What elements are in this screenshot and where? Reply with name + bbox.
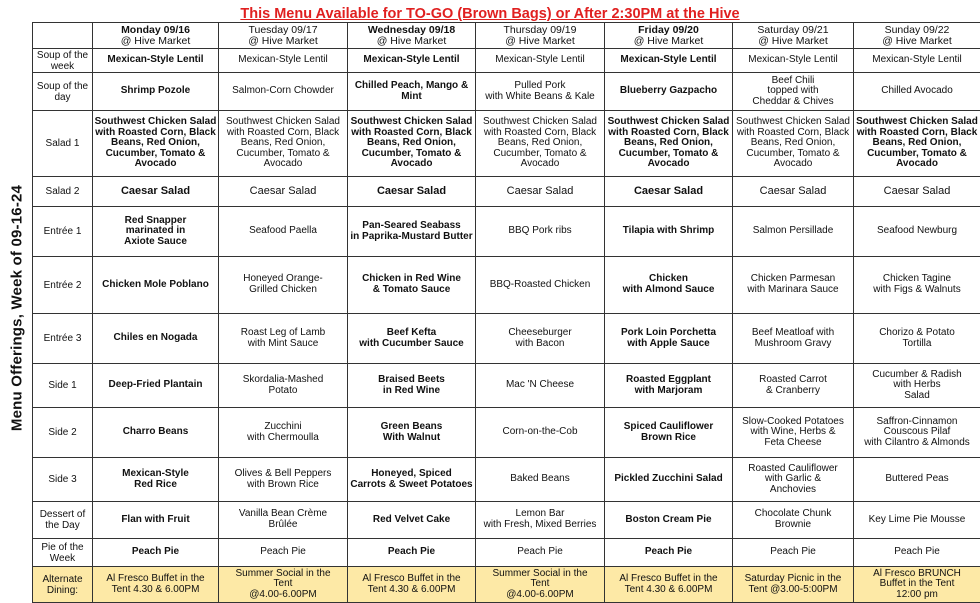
row-label: Side 1 (33, 364, 93, 408)
menu-item-cell: Honeyed, Spiced Carrots & Sweet Potatoes (348, 458, 476, 502)
menu-item-cell: Seafood Newburg (854, 207, 980, 257)
menu-item-cell: Peach Pie (93, 539, 219, 567)
menu-availability-banner: This Menu Available for TO-GO (Brown Bags) or After 2:30PM at the Hive (0, 0, 980, 24)
menu-item-cell: Mexican-Style Lentil (476, 49, 605, 73)
corner-cell (33, 23, 93, 49)
menu-item-cell: Salmon Persillade (733, 207, 854, 257)
menu-item-cell: Skordalia-Mashed Potato (219, 364, 348, 408)
alternate-dining-cell: Summer Social in the Tent @4.00-6.00PM (476, 567, 605, 603)
menu-item-cell: Key Lime Pie Mousse (854, 502, 980, 539)
week-title-vertical (0, 20, 34, 595)
day-location: @ Hive Market (505, 35, 575, 47)
menu-item-cell: Beef Kefta with Cucumber Sauce (348, 314, 476, 364)
day-location: @ Hive Market (121, 35, 191, 47)
menu-item-cell: Flan with Fruit (93, 502, 219, 539)
menu-item-cell: Mexican-Style Lentil (854, 49, 980, 73)
day-name: Friday 09/20 (638, 24, 699, 36)
menu-item-cell: Pork Loin Porchetta with Apple Sauce (605, 314, 733, 364)
menu-item-cell: Caesar Salad (605, 177, 733, 207)
alternate-dining-cell: Al Fresco BRUNCH Buffet in the Tent 12:00 pm (854, 567, 980, 603)
menu-row (33, 177, 980, 207)
row-label: Entrée 2 (33, 257, 93, 314)
day-name: Saturday 09/21 (757, 24, 828, 36)
menu-item-cell: Roasted Eggplant with Marjoram (605, 364, 733, 408)
menu-item-cell: Roasted Cauliflower with Garlic & Anchovies (733, 458, 854, 502)
row-label: Soup of the day (33, 73, 93, 111)
menu-item-cell: Beef Chili topped with Cheddar & Chives (733, 73, 854, 111)
menu-item-cell: Southwest Chicken Salad with Roasted Corn, Black Beans, Red Onion, Cucumber, Tomato & Avocado (219, 111, 348, 177)
menu-item-cell: Shrimp Pozole (93, 73, 219, 111)
menu-item-cell: Mac 'N Cheese (476, 364, 605, 408)
row-label: Salad 2 (33, 177, 93, 207)
row-label: Side 3 (33, 458, 93, 502)
menu-item-cell: Southwest Chicken Salad with Roasted Corn, Black Beans, Red Onion, Cucumber, Tomato & Avocado (93, 111, 219, 177)
menu-item-cell: Peach Pie (476, 539, 605, 567)
menu-item-cell: Caesar Salad (348, 177, 476, 207)
menu-item-cell: Buttered Peas (854, 458, 980, 502)
day-header (93, 23, 219, 49)
menu-item-cell: Roast Leg of Lamb with Mint Sauce (219, 314, 348, 364)
menu-item-cell: Pickled Zucchini Salad (605, 458, 733, 502)
menu-item-cell: Spiced Cauliflower Brown Rice (605, 408, 733, 458)
menu-item-cell: Caesar Salad (854, 177, 980, 207)
menu-item-cell: Red Velvet Cake (348, 502, 476, 539)
day-location: @ Hive Market (882, 35, 952, 47)
menu-item-cell: BBQ-Roasted Chicken (476, 257, 605, 314)
menu-item-cell: Southwest Chicken Salad with Roasted Corn, Black Beans, Red Onion, Cucumber, Tomato & Avocado (348, 111, 476, 177)
menu-item-cell: Pan-Seared Seabass in Paprika-Mustard Butter (348, 207, 476, 257)
menu-item-cell: Peach Pie (605, 539, 733, 567)
menu-item-cell: Mexican-Style Lentil (93, 49, 219, 73)
menu-item-cell: Mexican-Style Lentil (605, 49, 733, 73)
alternate-dining-cell: Al Fresco Buffet in the Tent 4.30 & 6.00PM (348, 567, 476, 603)
menu-item-cell: Mexican-Style Lentil (219, 49, 348, 73)
row-label: Salad 1 (33, 111, 93, 177)
menu-item-cell: Mexican-Style Lentil (348, 49, 476, 73)
menu-item-cell: Cheeseburger with Bacon (476, 314, 605, 364)
menu-item-cell: Deep-Fried Plantain (93, 364, 219, 408)
menu-row (33, 539, 980, 567)
menu-row (33, 314, 980, 364)
menu-row (33, 49, 980, 73)
menu-item-cell: Corn-on-the-Cob (476, 408, 605, 458)
menu-item-cell: Vanilla Bean Crème Brûlée (219, 502, 348, 539)
menu-item-cell: Peach Pie (219, 539, 348, 567)
menu-item-cell: Caesar Salad (219, 177, 348, 207)
menu-row (33, 111, 980, 177)
day-location: @ Hive Market (377, 35, 447, 47)
row-label: Dessert of the Day (33, 502, 93, 539)
menu-item-cell: Olives & Bell Peppers with Brown Rice (219, 458, 348, 502)
menu-item-cell: Chocolate Chunk Brownie (733, 502, 854, 539)
menu-item-cell: Caesar Salad (93, 177, 219, 207)
menu-item-cell: Caesar Salad (476, 177, 605, 207)
menu-item-cell: Blueberry Gazpacho (605, 73, 733, 111)
menu-item-cell: Roasted Carrot & Cranberry (733, 364, 854, 408)
menu-item-cell: Beef Meatloaf with Mushroom Gravy (733, 314, 854, 364)
menu-item-cell: Charro Beans (93, 408, 219, 458)
week-title-text: Menu Offerings, Week of 09-16-24 (9, 184, 26, 430)
menu-row (33, 502, 980, 539)
day-name: Monday 09/16 (121, 24, 190, 36)
row-label: Side 2 (33, 408, 93, 458)
day-name: Thursday 09/19 (504, 24, 577, 36)
menu-row (33, 458, 980, 502)
menu-item-cell: Saffron-Cinnamon Couscous Pilaf with Cilantro & Almonds (854, 408, 980, 458)
day-header (219, 23, 348, 49)
menu-item-cell: Mexican-Style Red Rice (93, 458, 219, 502)
menu-item-cell: Slow-Cooked Potatoes with Wine, Herbs & Feta Cheese (733, 408, 854, 458)
row-label: Entrée 3 (33, 314, 93, 364)
alternate-dining-cell: Al Fresco Buffet in the Tent 4.30 & 6.00PM (93, 567, 219, 603)
day-name: Wednesday 09/18 (368, 24, 455, 36)
menu-item-cell: Chicken in Red Wine & Tomato Sauce (348, 257, 476, 314)
alternate-dining-cell: Saturday Picnic in the Tent @3.00-5:00PM (733, 567, 854, 603)
menu-item-cell: Peach Pie (348, 539, 476, 567)
day-location: @ Hive Market (758, 35, 828, 47)
menu-item-cell: Pulled Pork with White Beans & Kale (476, 73, 605, 111)
menu-item-cell: BBQ Pork ribs (476, 207, 605, 257)
menu-row (33, 257, 980, 314)
day-header (476, 23, 605, 49)
day-header (733, 23, 854, 49)
alternate-dining-row (33, 567, 980, 603)
menu-item-cell: Chicken Mole Poblano (93, 257, 219, 314)
menu-item-cell: Chiles en Nogada (93, 314, 219, 364)
day-location: @ Hive Market (248, 35, 318, 47)
menu-item-cell: Mexican-Style Lentil (733, 49, 854, 73)
day-header (605, 23, 733, 49)
menu-item-cell: Boston Cream Pie (605, 502, 733, 539)
menu-item-cell: Tilapia with Shrimp (605, 207, 733, 257)
menu-item-cell: Chicken Parmesan with Marinara Sauce (733, 257, 854, 314)
menu-item-cell: Peach Pie (733, 539, 854, 567)
menu-item-cell: Green Beans With Walnut (348, 408, 476, 458)
menu-item-cell: Chilled Peach, Mango & Mint (348, 73, 476, 111)
row-label: Soup of the week (33, 49, 93, 73)
menu-item-cell: Chicken with Almond Sauce (605, 257, 733, 314)
menu-item-cell: Southwest Chicken Salad with Roasted Corn, Black Beans, Red Onion, Cucumber, Tomato & Avocado (605, 111, 733, 177)
menu-item-cell: Chorizo & Potato Tortilla (854, 314, 980, 364)
row-label: Entrée 1 (33, 207, 93, 257)
menu-item-cell: Caesar Salad (733, 177, 854, 207)
menu-item-cell: Chicken Tagine with Figs & Walnuts (854, 257, 980, 314)
menu-item-cell: Peach Pie (854, 539, 980, 567)
alternate-dining-label: Alternate Dining: (33, 567, 93, 603)
menu-row (33, 364, 980, 408)
day-name: Tuesday 09/17 (248, 24, 317, 36)
menu-item-cell: Honeyed Orange- Grilled Chicken (219, 257, 348, 314)
menu-item-cell: Seafood Paella (219, 207, 348, 257)
day-header (348, 23, 476, 49)
alternate-dining-cell: Al Fresco Buffet in the Tent 4.30 & 6.00PM (605, 567, 733, 603)
menu-item-cell: Zucchini with Chermoulla (219, 408, 348, 458)
menu-item-cell: Chilled Avocado (854, 73, 980, 111)
menu-item-cell: Southwest Chicken Salad with Roasted Corn, Black Beans, Red Onion, Cucumber, Tomato & Avocado (854, 111, 980, 177)
menu-item-cell: Lemon Bar with Fresh, Mixed Berries (476, 502, 605, 539)
menu-row (33, 73, 980, 111)
menu-item-cell: Braised Beets in Red Wine (348, 364, 476, 408)
day-header (854, 23, 980, 49)
menu-item-cell: Red Snapper marinated in Axiote Sauce (93, 207, 219, 257)
menu-row (33, 207, 980, 257)
row-label: Pie of the Week (33, 539, 93, 567)
menu-item-cell: Southwest Chicken Salad with Roasted Corn, Black Beans, Red Onion, Cucumber, Tomato & Avocado (476, 111, 605, 177)
menu-row (33, 408, 980, 458)
alternate-dining-cell: Summer Social in the Tent @4.00-6.00PM (219, 567, 348, 603)
menu-item-cell: Salmon-Corn Chowder (219, 73, 348, 111)
day-location: @ Hive Market (634, 35, 704, 47)
menu-item-cell: Cucumber & Radish with Herbs Salad (854, 364, 980, 408)
menu-item-cell: Southwest Chicken Salad with Roasted Corn, Black Beans, Red Onion, Cucumber, Tomato & Avocado (733, 111, 854, 177)
weekly-menu-table (32, 22, 980, 603)
menu-item-cell: Baked Beans (476, 458, 605, 502)
day-name: Sunday 09/22 (885, 24, 950, 36)
